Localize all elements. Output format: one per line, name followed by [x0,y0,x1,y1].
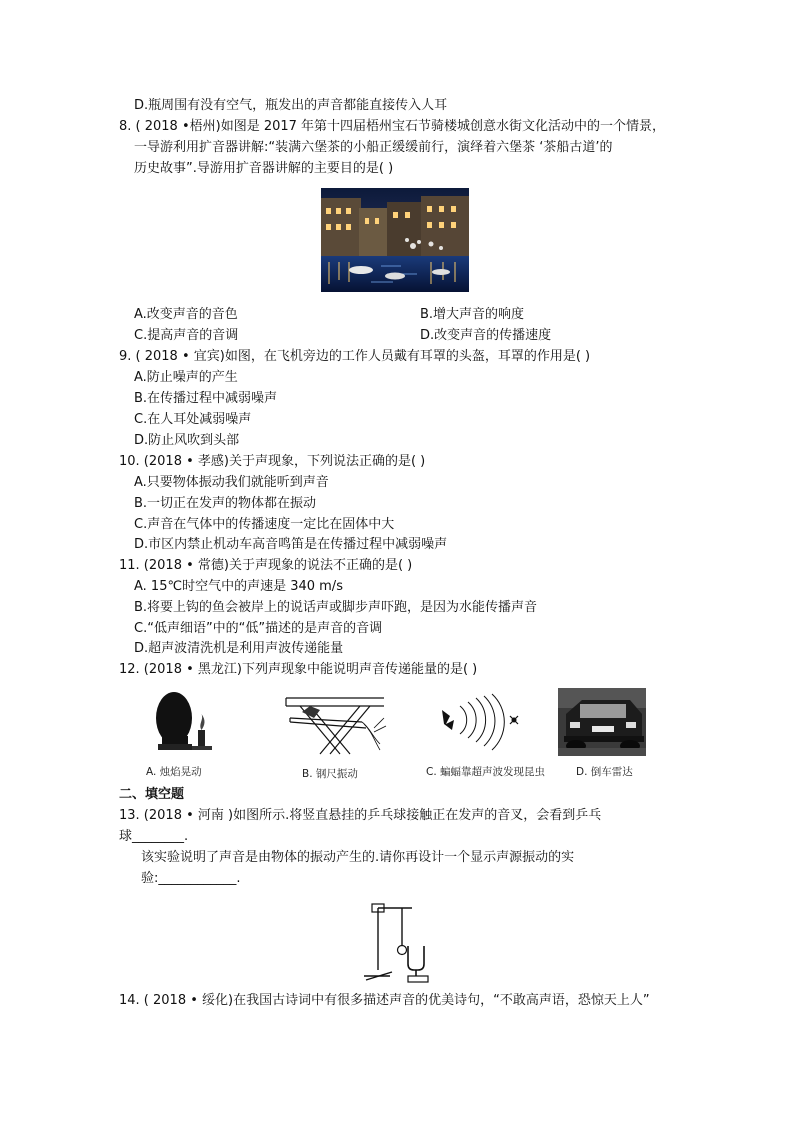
q7-option-d: D.瓶周围有没有空气，瓶发出的声音都能直接传入人耳 [134,98,448,113]
q10-option-b[interactable]: B.一切正在发声的物体都在振动 [134,496,317,511]
q8-stem-line1: 8. ( 2018 •梧州)如图是 2017 年第十四届梧州宝石节骑楼城创意水街文化活动中的一个情景， [119,119,666,134]
q13-stem-line3: 该实验说明了声音是由物体的振动产生的.请你再设计一个显示声源振动的实 [141,850,575,865]
q14-stem: 14. ( 2018 • 绥化)在我国古诗词中有很多描述声音的优美诗句，“不敢高声语，恐惊天上人” [119,993,650,1008]
q9-option-b[interactable]: B.在传播过程中减弱噪声 [134,391,278,406]
q10-option-d[interactable]: D.市区内禁止机动车高音鸣笛是在传播过程中减弱噪声 [134,537,448,552]
ruler-table-illustration [280,688,390,758]
q9-option-a[interactable]: A.防止噪声的产生 [134,370,238,385]
q11-stem: 11. (2018 • 常德)关于声现象的说法不正确的是( ) [119,558,413,573]
q12-caption-a: A. 烛焰晃动 [146,766,202,778]
q9-stem: 9. ( 2018 • 宜宾)如图，在飞机旁边的工作人员戴有耳罩的头盔，耳罩的作用是( ) [119,349,591,364]
q11-option-a[interactable]: A. 15℃时空气中的声速是 340 m/s [134,579,343,594]
q12-caption-b: B. 钢尺振动 [302,768,358,780]
q12-caption-d: D. 倒车雷达 [576,766,633,778]
q13-tuning-fork-figure [360,898,438,984]
q10-option-a[interactable]: A.只要物体振动我们就能听到声音 [134,475,329,490]
q10-stem: 10. (2018 • 孝感)关于声现象，下列说法正确的是( ) [119,454,426,469]
q8-option-a[interactable]: A.改变声音的音色 [134,307,238,322]
q10-option-c[interactable]: C.声音在气体中的传播速度一定比在固体中大 [134,517,395,532]
q9-option-d[interactable]: D.防止风吹到头部 [134,433,240,448]
q12-figure-b-ruler[interactable] [280,688,390,758]
q8-option-b[interactable]: B.增大声音的响度 [420,307,525,322]
q13-stem-line2: 球________. [119,829,189,844]
q8-stem-line2: 一导游利用扩音器讲解:“装满六堡茶的小船正缓缓前行，演绎着六堡茶 ‘茶船古道’的 [134,140,613,155]
q13-stem-line1: 13. (2018 • 河南 )如图所示.将竖直悬挂的乒乓球接触正在发声的音叉，会看到乒乓 [119,808,602,823]
q12-figure-d-car[interactable] [558,688,646,756]
car-radar-photo [558,688,646,756]
q8-night-river-photo [321,188,469,292]
section-title-fill-in: 二、填空题 [119,787,185,802]
q9-option-c[interactable]: C.在人耳处减弱噪声 [134,412,252,427]
q12-stem: 12. (2018 • 黑龙江)下列声现象中能说明声音传递能量的是( ) [119,662,478,677]
q8-option-c[interactable]: C.提高声音的音调 [134,328,239,343]
q12-figure-a-candle[interactable] [148,688,218,754]
q11-option-d[interactable]: D.超声波清洗机是利用声波传递能量 [134,641,344,656]
tuning-fork-pendulum-illustration [360,898,438,984]
q13-stem-line4: 验:____________. [141,871,241,886]
q11-option-c[interactable]: C.“低声细语”中的“低”描述的是声音的音调 [134,621,383,636]
q11-option-b[interactable]: B.将要上钩的鱼会被岸上的说话声或脚步声吓跑，是因为水能传播声音 [134,600,538,615]
q12-figure-c-bat[interactable] [432,690,528,754]
q8-photo-illustration [321,188,469,292]
bat-echo-illustration [432,690,528,754]
q8-option-d[interactable]: D.改变声音的传播速度 [420,328,552,343]
q12-caption-c: C. 蝙蝠靠超声波发现昆虫 [426,766,546,778]
q8-stem-line3: 历史故事”.导游用扩音器讲解的主要目的是( ) [134,161,394,176]
candle-speaker-illustration [148,688,218,754]
